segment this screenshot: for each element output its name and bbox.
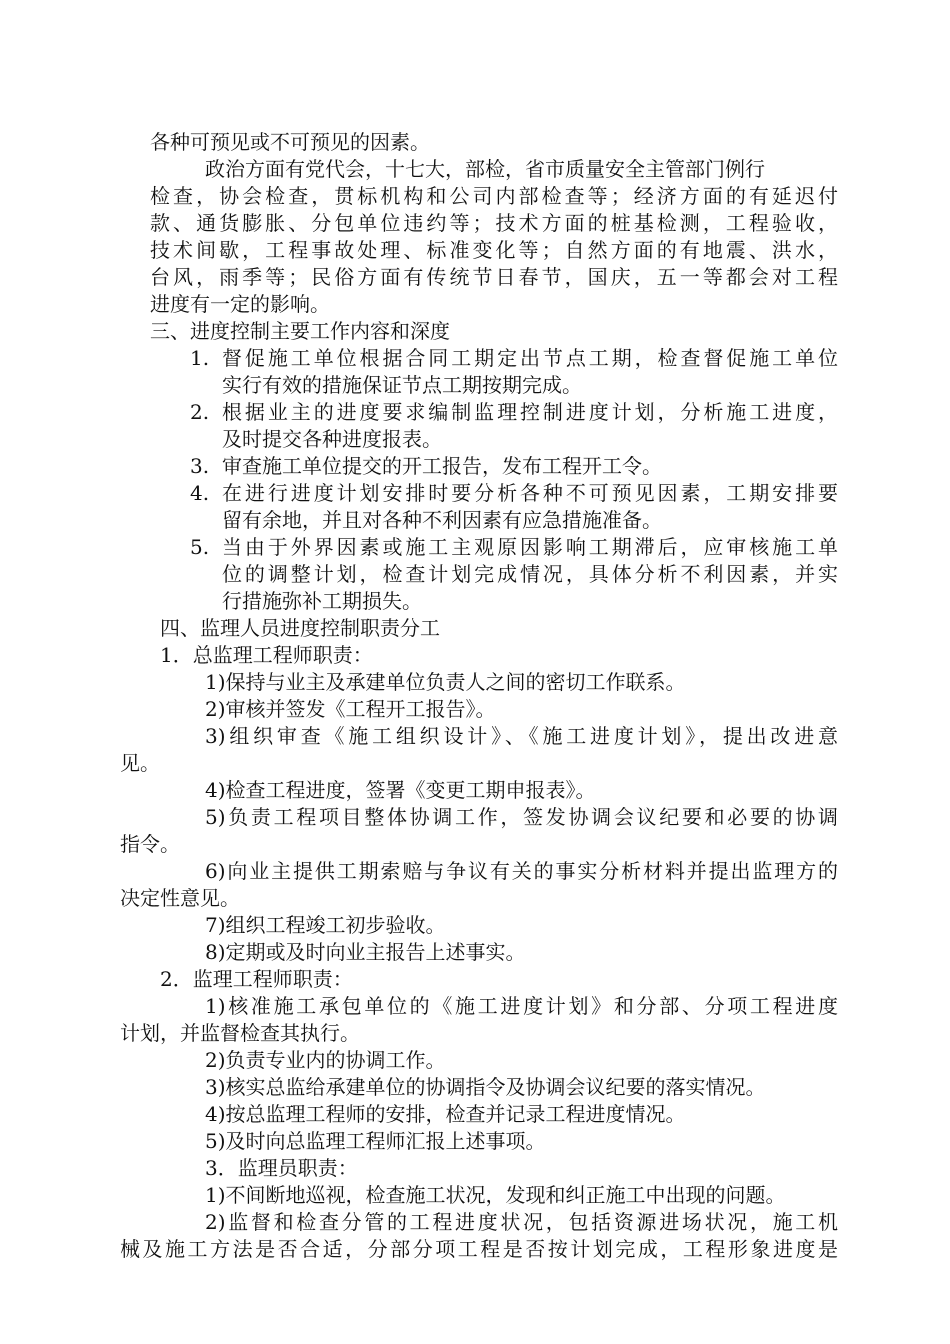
- chief-duty-7: 7)组织工程竣工初步验收。: [205, 913, 446, 937]
- list-item-1-line-1: 督促施工单位根据合同工期定出节点工期，检查督促施工单位: [222, 346, 838, 370]
- inspector-title: 3．监理员职责：: [205, 1156, 358, 1180]
- list-item-4-line-1: 在进行进度计划安排时要分析各种不可预见因素，工期安排要: [222, 481, 838, 505]
- list-item-3-line-1: 审查施工单位提交的开工报告，发布工程开工令。: [222, 454, 662, 478]
- inspector-duty-2-line-2: 械及施工方法是否合适，分部分项工程是否按计划完成，工程形象进度是: [120, 1237, 838, 1261]
- list-item-5-line-1: 当由于外界因素或施工主观原因影响工期滞后，应审核施工单: [222, 535, 838, 559]
- list-item-5-number: 5.: [190, 535, 210, 559]
- paragraph-continuation: 各种可预见或不可预见的因素。: [150, 130, 430, 154]
- factors-line-5: 台风，雨季等；民俗方面有传统节日春节，国庆，五一等都会对工程: [150, 265, 838, 289]
- chief-engineer-title: 1．总监理工程师职责：: [160, 643, 373, 667]
- chief-duty-2: 2)审核并签发《工程开工报告》。: [205, 697, 496, 721]
- engineer-duty-1-line-2: 计划，并监督检查其执行。: [120, 1021, 360, 1045]
- list-item-3-number: 3.: [190, 454, 210, 478]
- chief-duty-5-line-2: 指令。: [120, 832, 180, 856]
- inspector-duty-1: 1)不间断地巡视，检查施工状况，发现和纠正施工中出现的问题。: [205, 1183, 786, 1207]
- engineer-duty-1-line-1: 1)核准施工承包单位的《施工进度计划》和分部、分项工程进度: [205, 994, 838, 1018]
- chief-duty-1: 1)保持与业主及承建单位负责人之间的密切工作联系。: [205, 670, 686, 694]
- inspector-duty-2-line-1: 2)监督和检查分管的工程进度状况，包括资源进场状况，施工机: [205, 1210, 838, 1234]
- section-3-heading: 三、进度控制主要工作内容和深度: [150, 319, 450, 343]
- factors-line-1: 政治方面有党代会，十七大，部检，省市质量安全主管部门例行: [205, 157, 765, 181]
- engineer-duty-3: 3)核实总监给承建单位的协调指令及协调会议纪要的落实情况。: [205, 1075, 766, 1099]
- list-item-2-number: 2.: [190, 400, 210, 424]
- chief-duty-6-line-1: 6)向业主提供工期索赔与争议有关的事实分析材料并提出监理方的: [205, 859, 838, 883]
- chief-duty-3-line-1: 3)组织审查《施工组织设计》、《施工进度计划》，提出改进意: [205, 724, 838, 748]
- chief-duty-3-line-2: 见。: [120, 751, 160, 775]
- list-item-1-line-2: 实行有效的措施保证节点工期按期完成。: [222, 373, 582, 397]
- factors-line-4: 技术间歇，工程事故处理、标准变化等；自然方面的有地震、洪水，: [150, 238, 838, 262]
- engineer-duty-5: 5)及时向总监理工程师汇报上述事项。: [205, 1129, 546, 1153]
- list-item-1-number: 1.: [190, 346, 210, 370]
- engineer-duty-4: 4)按总监理工程师的安排，检查并记录工程进度情况。: [205, 1102, 686, 1126]
- list-item-5-line-3: 行措施弥补工期损失。: [222, 589, 422, 613]
- chief-duty-5-line-1: 5)负责工程项目整体协调工作，签发协调会议纪要和必要的协调: [205, 805, 838, 829]
- section-4-heading: 四、监理人员进度控制职责分工: [160, 616, 440, 640]
- list-item-2-line-1: 根据业主的进度要求编制监理控制进度计划，分析施工进度，: [222, 400, 838, 424]
- chief-duty-8: 8)定期或及时向业主报告上述事实。: [205, 940, 526, 964]
- list-item-4-line-2: 留有余地，并且对各种不利因素有应急措施准备。: [222, 508, 662, 532]
- engineer-title: 2．监理工程师职责：: [160, 967, 353, 991]
- factors-line-2: 检查，协会检查，贯标机构和公司内部检查等；经济方面的有延迟付: [150, 184, 838, 208]
- chief-duty-6-line-2: 决定性意见。: [120, 886, 240, 910]
- chief-duty-4: 4)检查工程进度，签署《变更工期申报表》。: [205, 778, 596, 802]
- factors-line-6: 进度有一定的影响。: [150, 292, 330, 316]
- engineer-duty-2: 2)负责专业内的协调工作。: [205, 1048, 446, 1072]
- list-item-5-line-2: 位的调整计划，检查计划完成情况，具体分析不利因素，并实: [222, 562, 838, 586]
- list-item-2-line-2: 及时提交各种进度报表。: [222, 427, 442, 451]
- factors-line-3: 款、通货膨胀、分包单位违约等；技术方面的桩基检测，工程验收，: [150, 211, 838, 235]
- list-item-4-number: 4.: [190, 481, 210, 505]
